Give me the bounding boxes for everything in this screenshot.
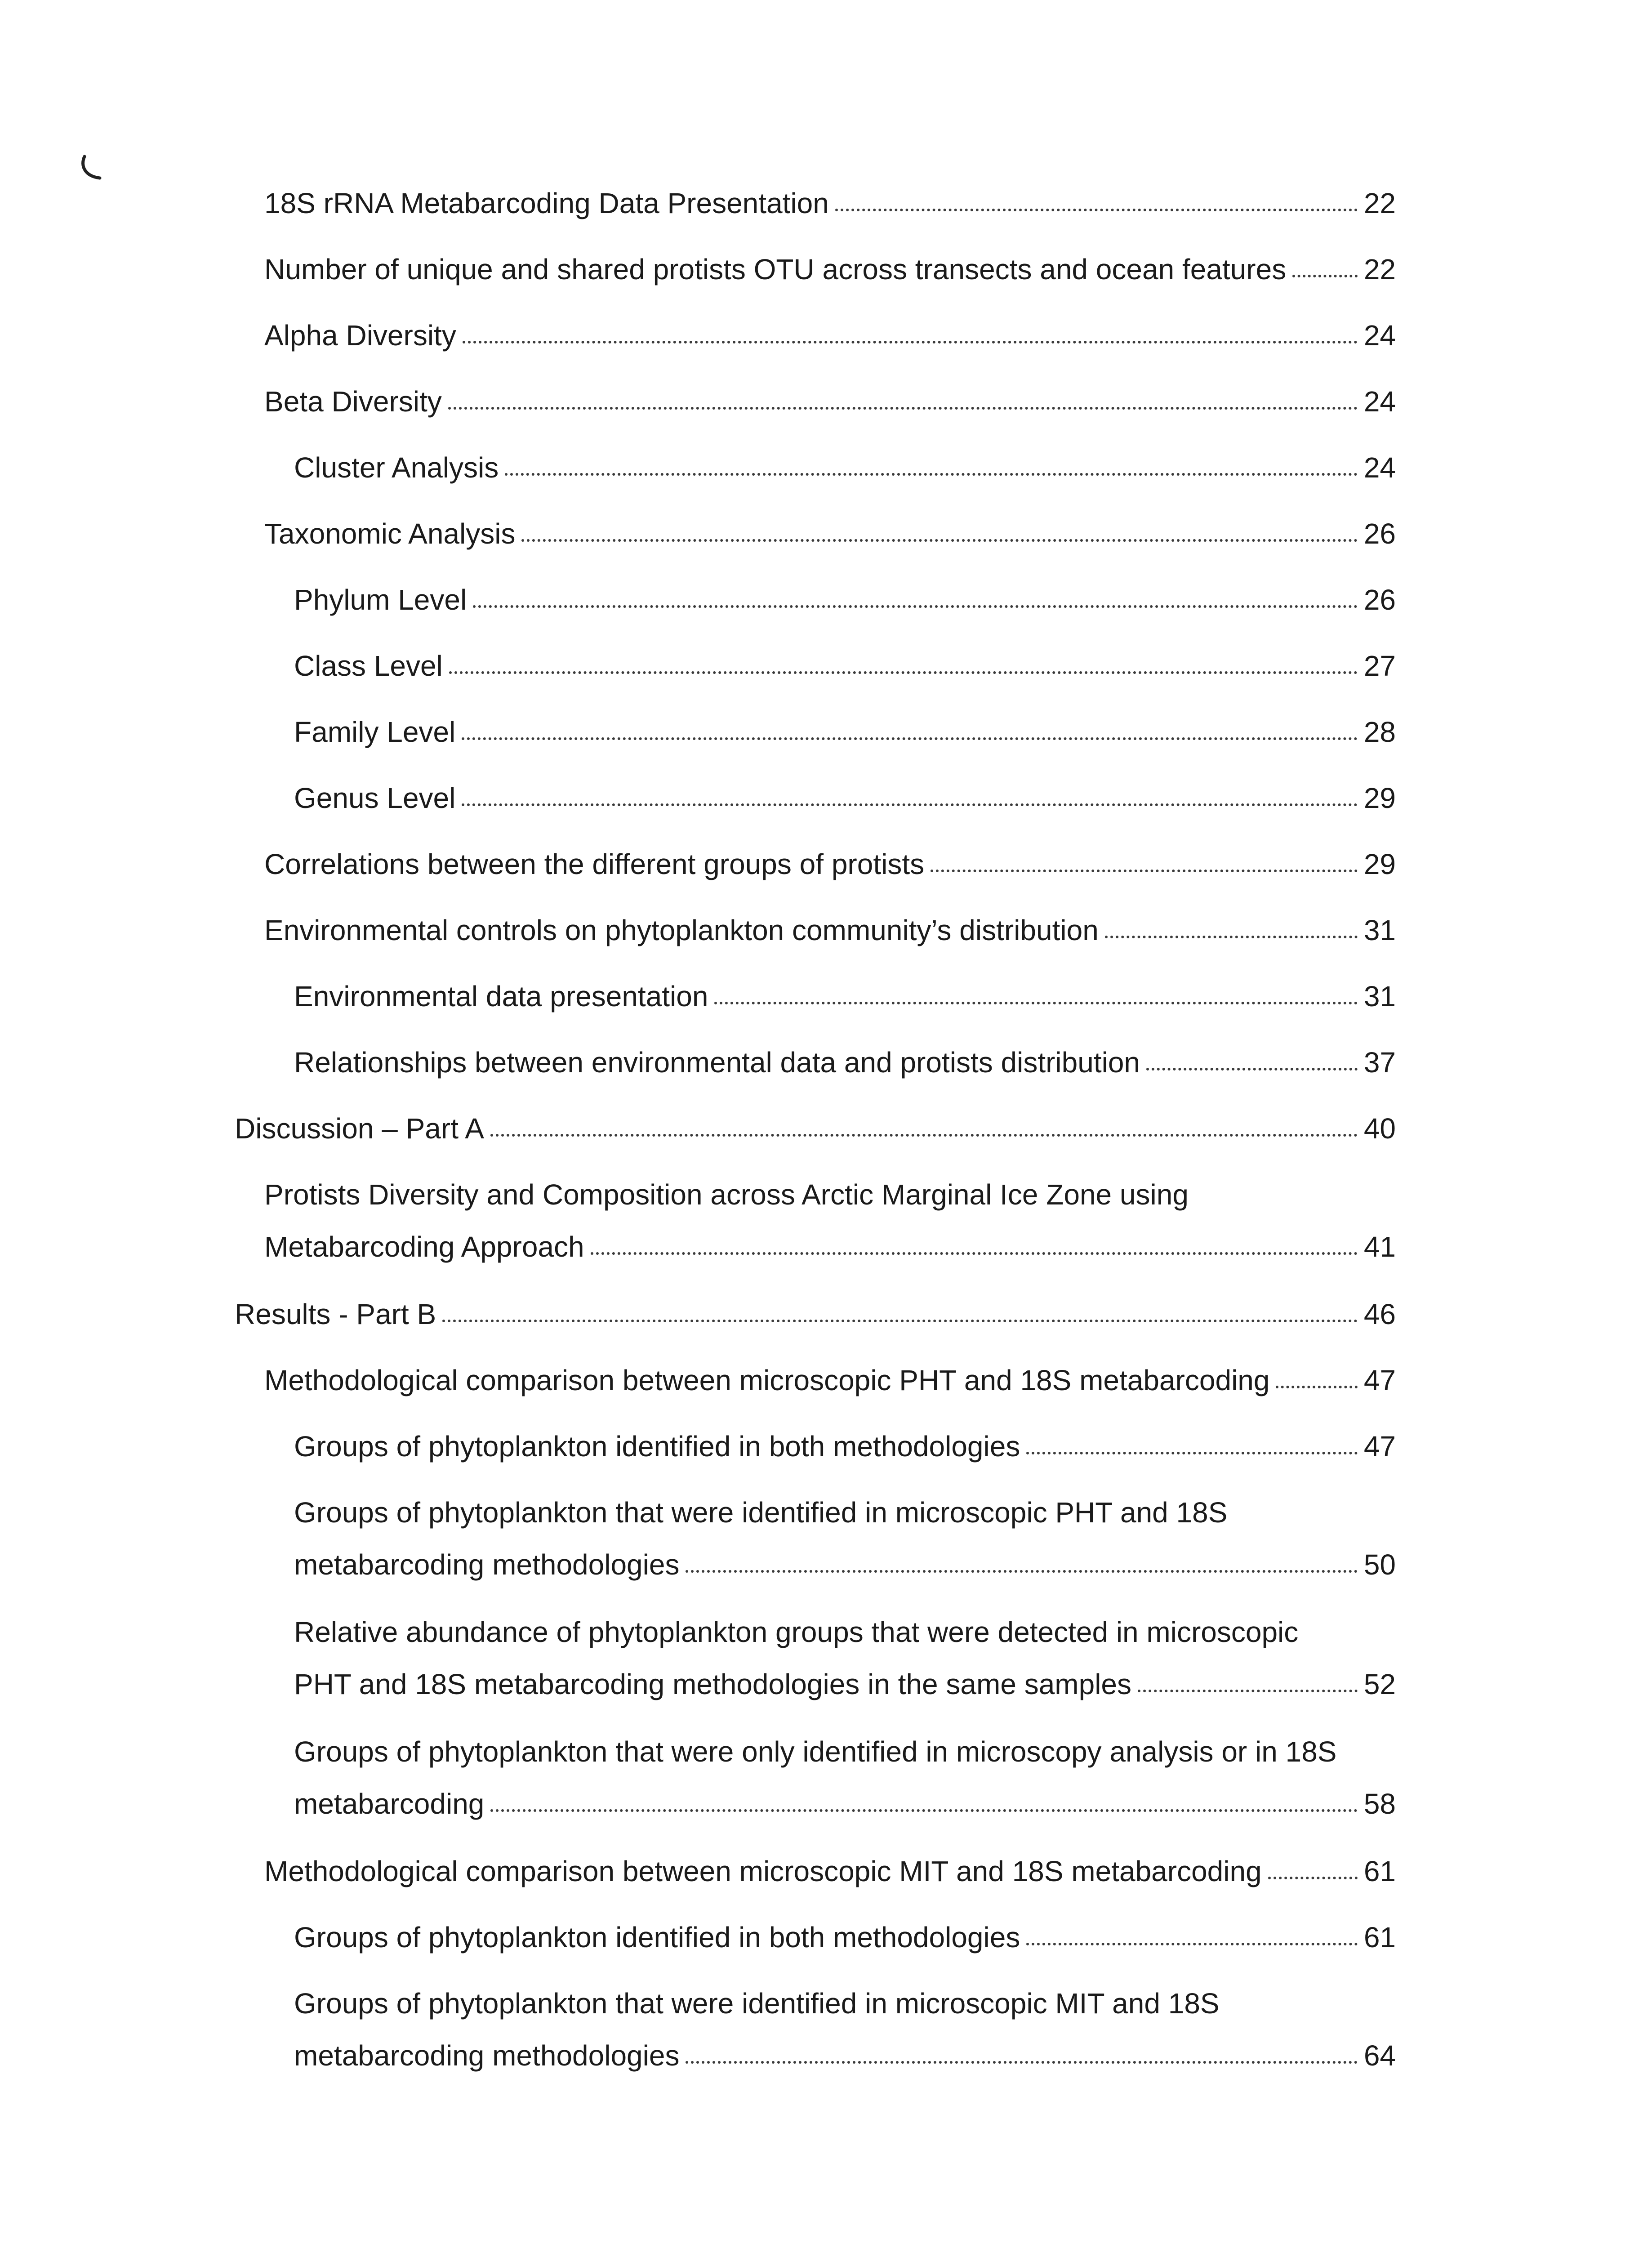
toc-entry[interactable] (294, 1737, 1396, 1818)
dot-leader (835, 209, 1358, 211)
toc-entry-page: 31 (1363, 914, 1396, 946)
dot-leader (473, 605, 1358, 608)
toc-entry-page: 22 (1363, 187, 1396, 219)
dot-leader (1146, 1068, 1358, 1070)
toc-entry-title: Relationships between environmental data and protists distribution (294, 1046, 1140, 1079)
toc-entry-page: 52 (1363, 1668, 1396, 1700)
toc-entry-page: 29 (1363, 848, 1396, 880)
toc-entry-page: 64 (1363, 2039, 1396, 2072)
toc-entry[interactable] (294, 453, 1396, 482)
toc-entry-page: 24 (1363, 319, 1396, 352)
dot-leader (1026, 1452, 1358, 1454)
toc-entry-title-line2: metabarcoding (294, 1788, 485, 1820)
toc-entry-page: 40 (1363, 1112, 1396, 1145)
toc-entry[interactable] (294, 718, 1396, 746)
dot-leader (1268, 1877, 1358, 1879)
toc-entry-title: Groups of phytoplankton identified in both methodologies (294, 1430, 1020, 1463)
dot-leader (591, 1252, 1358, 1255)
toc-entry[interactable] (264, 189, 1396, 218)
toc-entry-title: Groups of phytoplankton identified in both methodologies (294, 1921, 1020, 1954)
dot-leader (1105, 936, 1358, 938)
toc-entry[interactable] (294, 1618, 1396, 1699)
toc-entry-title: Methodological comparison between microscopic PHT and 18S metabarcoding (264, 1364, 1270, 1396)
toc-entry-title: Genus Level (294, 782, 456, 814)
toc-entry-page: 61 (1363, 1855, 1396, 1887)
toc-entry-page: 50 (1363, 1548, 1396, 1581)
toc-entry-title-line1: Groups of phytoplankton that were identified in microscopic MIT and 18S (294, 1987, 1220, 2020)
toc-entry-title: Environmental controls on phytoplankton community’s distribution (264, 914, 1099, 946)
toc-entry[interactable] (294, 1048, 1396, 1077)
toc-entry-page: 58 (1363, 1788, 1396, 1820)
toc-entry[interactable] (294, 1989, 1396, 2070)
dot-leader (442, 1320, 1358, 1322)
dot-leader (462, 737, 1358, 740)
toc-entry-page: 24 (1363, 451, 1396, 484)
toc-entry[interactable] (264, 1366, 1396, 1395)
dot-leader (686, 1570, 1357, 1573)
toc-entry-title-line2: metabarcoding methodologies (294, 1548, 680, 1581)
dot-leader (449, 671, 1358, 674)
dot-leader (490, 1809, 1357, 1812)
dot-leader (931, 870, 1358, 872)
toc-entry-page: 37 (1363, 1046, 1396, 1079)
dot-leader (1276, 1386, 1357, 1388)
dot-leader (490, 1134, 1358, 1137)
toc-entry[interactable] (264, 519, 1396, 548)
dot-leader (714, 1002, 1357, 1004)
dot-leader (1292, 275, 1358, 277)
toc-entry-title: Number of unique and shared protists OTU across transects and ocean features (264, 253, 1287, 285)
toc-entry-page: 41 (1363, 1231, 1396, 1263)
toc-entry[interactable] (235, 1300, 1396, 1329)
toc-entry-title: Methodological comparison between microscopic MIT and 18S metabarcoding (264, 1855, 1262, 1887)
toc-entry-page: 22 (1363, 253, 1396, 285)
toc-entry-title-line1: Relative abundance of phytoplankton groups that were detected in microscopic (294, 1616, 1299, 1648)
toc-entry-page: 28 (1363, 716, 1396, 748)
toc-entry-title: Results - Part B (235, 1298, 436, 1330)
toc-entry[interactable] (264, 255, 1396, 284)
toc-entry-title-line2: Metabarcoding Approach (264, 1231, 584, 1263)
toc-entry-title-line2: PHT and 18S metabarcoding methodologies in the same samples (294, 1668, 1131, 1700)
toc-entry-title-line1: Protists Diversity and Composition across Arctic Marginal Ice Zone using (264, 1178, 1189, 1211)
toc-entry[interactable] (264, 916, 1396, 945)
toc-entry-title: Correlations between the different groups of protists (264, 848, 925, 880)
toc-entry-page: 29 (1363, 782, 1396, 814)
toc-entry[interactable] (264, 850, 1396, 879)
toc-entry-page: 24 (1363, 385, 1396, 418)
toc-entry-title: 18S rRNA Metabarcoding Data Presentation (264, 187, 829, 219)
toc-entry-page: 26 (1363, 517, 1396, 550)
dot-leader (463, 341, 1358, 343)
dot-leader (462, 803, 1357, 806)
toc-entry-page: 31 (1363, 980, 1396, 1012)
toc-entry-title: Beta Diversity (264, 385, 442, 418)
toc-entry-page: 46 (1363, 1298, 1396, 1330)
dot-leader (1138, 1690, 1358, 1692)
toc-entry-title: Discussion – Part A (235, 1112, 484, 1145)
toc-entry[interactable] (294, 651, 1396, 680)
dot-leader (505, 473, 1358, 476)
dot-leader (521, 539, 1357, 542)
toc-entry[interactable] (264, 387, 1396, 416)
toc-entry[interactable] (294, 784, 1396, 812)
toc-entry[interactable] (235, 1114, 1396, 1143)
toc-entry[interactable] (294, 1923, 1396, 1952)
toc-entry-title: Phylum Level (294, 584, 467, 616)
toc-entry-title: Environmental data presentation (294, 980, 708, 1012)
toc-entry-page: 61 (1363, 1921, 1396, 1954)
toc-entry[interactable] (264, 1857, 1396, 1886)
toc-entry[interactable] (264, 1180, 1396, 1261)
toc-entry-page: 26 (1363, 584, 1396, 616)
toc-entry-title: Class Level (294, 650, 443, 682)
toc-entry[interactable] (294, 982, 1396, 1011)
toc-entry-title: Taxonomic Analysis (264, 517, 516, 550)
toc-entry[interactable] (294, 585, 1396, 614)
toc-entry-title-line2: metabarcoding methodologies (294, 2039, 680, 2072)
toc-entry[interactable] (294, 1432, 1396, 1461)
toc-entry-page: 47 (1363, 1364, 1396, 1396)
toc-entry-title: Cluster Analysis (294, 451, 499, 484)
dot-leader (1026, 1943, 1358, 1945)
dot-leader (448, 407, 1358, 410)
toc-entry-title-line1: Groups of phytoplankton that were only identified in microscopy analysis or in 18S (294, 1735, 1337, 1768)
toc-entry-title: Alpha Diversity (264, 319, 456, 352)
toc-entry-page: 47 (1363, 1430, 1396, 1463)
toc-entry-page: 27 (1363, 650, 1396, 682)
dot-leader (686, 2061, 1357, 2064)
toc-entry-title-line1: Groups of phytoplankton that were identified in microscopic PHT and 18S (294, 1496, 1228, 1529)
toc-entry-title: Family Level (294, 716, 456, 748)
toc-entry[interactable] (264, 321, 1396, 350)
toc-entry[interactable] (294, 1498, 1396, 1579)
